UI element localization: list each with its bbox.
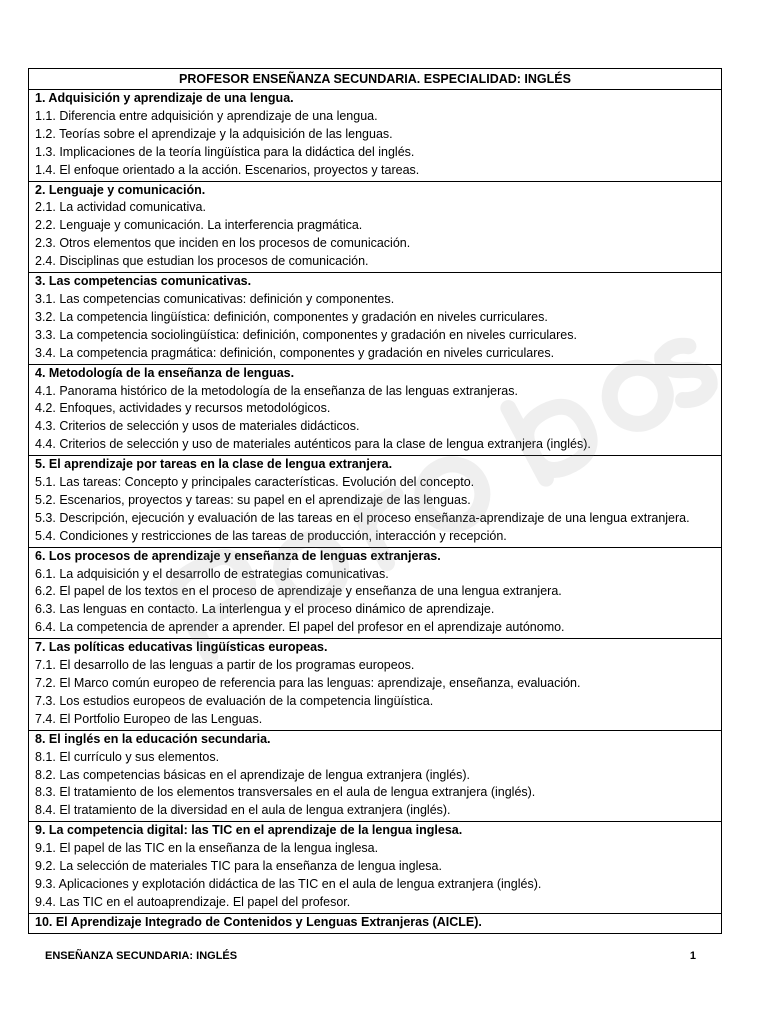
section-8 (29, 731, 721, 823)
section-item: 1.1. Diferencia entre adquisición y aprendizaje de una lengua. (35, 108, 378, 123)
section-item: 4.2. Enfoques, actividades y recursos metodológicos. (35, 401, 331, 416)
section-9 (29, 822, 721, 914)
section-title: 2. Lenguaje y comunicación. (35, 182, 206, 197)
section-item: 3.1. Las competencias comunicativas: definición y componentes. (35, 291, 395, 306)
section-item: 7.3. Los estudios europeos de evaluación de la competencia lingüística. (35, 693, 434, 708)
section-6 (29, 548, 721, 640)
section-title: 1. Adquisición y aprendizaje de una lengua. (35, 91, 294, 105)
section-item: 1.2. Teorías sobre el aprendizaje y la adquisición de las lenguas. (35, 126, 393, 141)
section-title: 3. Las competencias comunicativas. (35, 274, 252, 289)
section-1 (29, 90, 721, 182)
section-item: 9.2. La selección de materiales TIC para la enseñanza de lengua inglesa. (35, 859, 442, 874)
section-item: 2.3. Otros elementos que inciden en los procesos de comunicación. (35, 236, 411, 251)
section-item: 4.4. Criterios de selección y uso de materiales auténticos para la clase de lengua extranjera (inglés). (35, 437, 591, 452)
page-number: 1 (689, 950, 696, 962)
section-title: 6. Los procesos de aprendizaje y enseñanza de lenguas extranjeras. (35, 548, 441, 563)
section-item: 7.2. El Marco común europeo de referencia para las lenguas: aprendizaje, enseñanza, evaluación. (35, 676, 581, 690)
syllabus-table (28, 68, 722, 934)
section-title: 4. Metodología de la enseñanza de lenguas. (35, 365, 295, 380)
section-item: 5.2. Escenarios, proyectos y tareas: su papel en el aprendizaje de las lenguas. (35, 492, 471, 507)
section-4 (29, 365, 721, 457)
section-title: 5. El aprendizaje por tareas en la clase de lengua extranjera. (35, 457, 393, 472)
section-item: 8.4. El tratamiento de la diversidad en el aula de lengua extranjera (inglés). (35, 803, 451, 818)
section-item: 6.3. Las lenguas en contacto. La interlengua y el proceso dinámico de aprendizaje. (35, 602, 495, 617)
table-header-title: PROFESOR ENSEÑANZA SECUNDARIA. ESPECIALIDAD: INGLÉS (29, 69, 721, 90)
section-3 (29, 273, 721, 365)
section-item: 9.1. El papel de las TIC en la enseñanza de la lengua inglesa. (35, 841, 379, 856)
section-title: 9. La competencia digital: las TIC en el aprendizaje de la lengua inglesa. (35, 823, 463, 838)
section-7 (29, 639, 721, 731)
section-item: 8.2. Las competencias básicas en el aprendizaje de lengua extranjera (inglés). (35, 767, 470, 782)
section-item: 8.1. El currículo y sus elementos. (35, 749, 220, 764)
section-item: 7.4. El Portfolio Europeo de las Lenguas. (35, 711, 263, 726)
section-item: 2.4. Disciplinas que estudian los procesos de comunicación. (35, 254, 369, 269)
section-item: 3.4. La competencia pragmática: definición, componentes y gradación en niveles curriculares. (35, 345, 555, 360)
section-item: 6.2. El papel de los textos en el proceso de aprendizaje y enseñanza de una lengua extranjera. (35, 584, 562, 599)
section-item: 4.1. Panorama histórico de la metodología de la enseñanza de las lenguas extranjeras. (35, 383, 518, 398)
section-item: 5.1. Las tareas: Concepto y principales características. Evolución del concepto. (35, 475, 475, 490)
section-item: 9.4. Las TIC en el autoaprendizaje. El papel del profesor. (35, 894, 351, 909)
footer-label: ENSEÑANZA SECUNDARIA: INGLÉS (45, 950, 238, 962)
section-title: 10. El Aprendizaje Integrado de Contenidos y Lenguas Extranjeras (AICLE). (35, 914, 482, 929)
section-item: 1.3. Implicaciones de la teoría lingüística para la didáctica del inglés. (35, 144, 415, 159)
section-item: 7.1. El desarrollo de las lenguas a partir de los programas europeos. (35, 658, 415, 673)
section-item: 8.3. El tratamiento de los elementos transversales en el aula de lengua extranjera (inglés). (35, 785, 536, 800)
section-item: 5.3. Descripción, ejecución y evaluación de las tareas en el proceso enseñanza-aprendizaje de una lengua extranjera. (35, 510, 690, 525)
section-2 (29, 182, 721, 274)
section-item: 1.4. El enfoque orientado a la acción. Escenarios, proyectos y tareas. (35, 162, 420, 177)
section-item: 6.4. La competencia de aprender a aprender. El papel del profesor en el aprendizaje autónomo. (35, 620, 565, 635)
section-item: 3.2. La competencia lingüística: definición, componentes y gradación en niveles curriculares. (35, 309, 548, 324)
section-title: 7. Las políticas educativas lingüísticas europeas. (35, 640, 328, 655)
section-item: 9.3. Aplicaciones y explotación didáctica de las TIC en el aula de lengua extranjera (inglés). (35, 876, 542, 891)
section-item: 6.1. La adquisición y el desarrollo de estrategias comunicativas. (35, 566, 389, 581)
section-item: 5.4. Condiciones y restricciones de las tareas de producción, interacción y recepción. (35, 528, 507, 543)
section-item: 3.3. La competencia sociolingüística: definición, componentes y gradación en niveles curriculares. (35, 327, 577, 342)
section-title: 8. El inglés en la educación secundaria. (35, 731, 271, 746)
section-item: 2.1. La actividad comunicativa. (35, 200, 206, 215)
section-5 (29, 456, 721, 548)
section-item: 2.2. Lenguaje y comunicación. La interferencia pragmática. (35, 218, 363, 233)
section-10 (29, 914, 721, 933)
page-footer (45, 948, 696, 964)
section-item: 4.3. Criterios de selección y usos de materiales didácticos. (35, 419, 360, 434)
